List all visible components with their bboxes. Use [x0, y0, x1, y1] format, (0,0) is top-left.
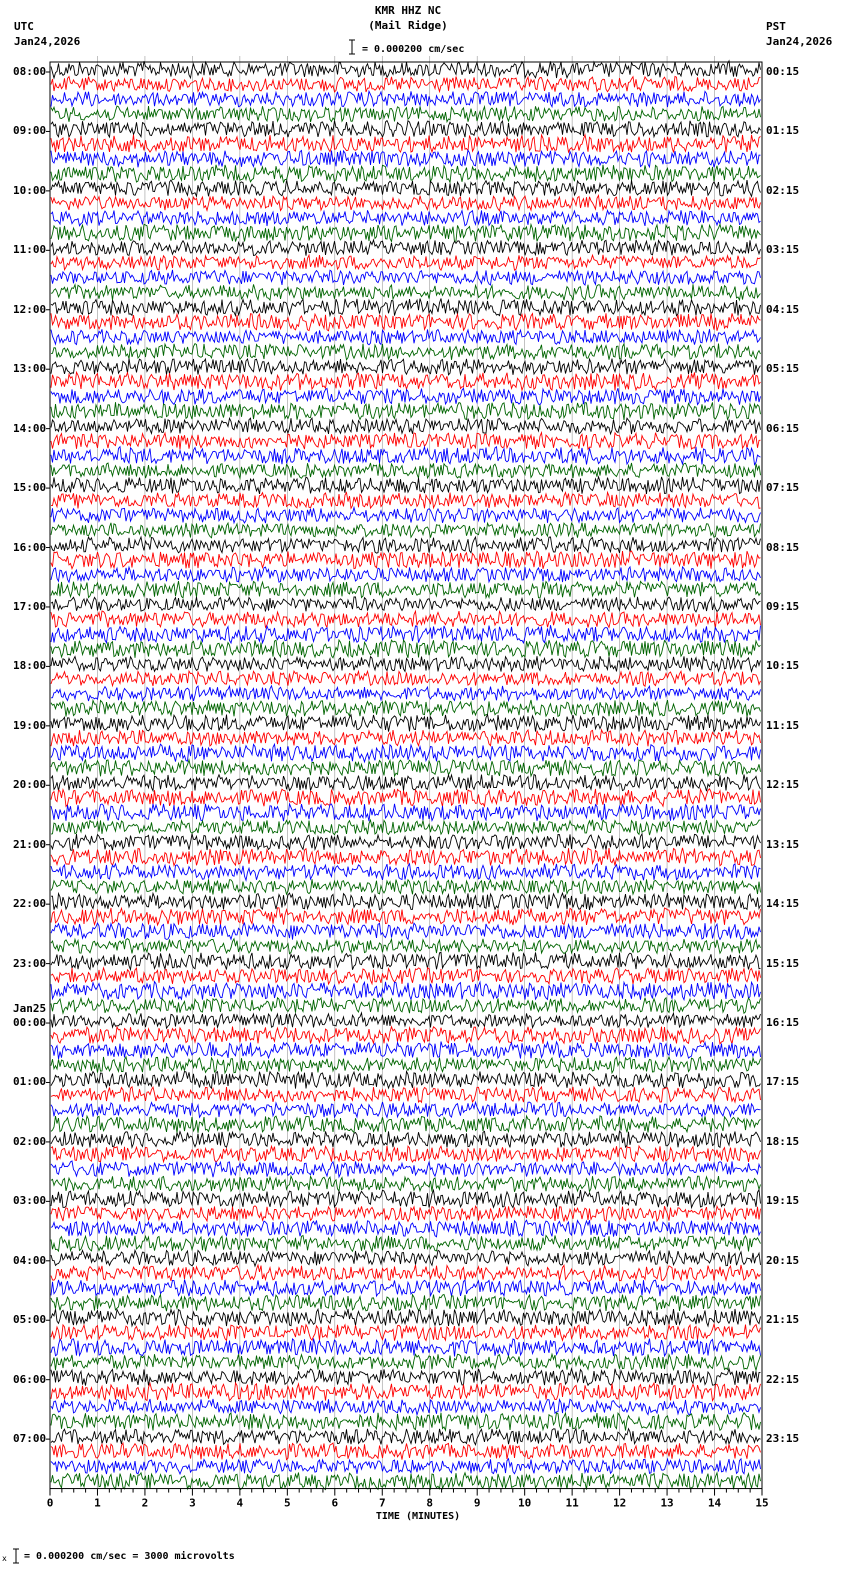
trace-line	[51, 1473, 761, 1490]
trace-line	[51, 1190, 761, 1208]
x-tick-label: 15	[755, 1496, 769, 1510]
trace-line	[51, 952, 761, 969]
utc-hour-label: 14:00	[13, 421, 47, 435]
trace-line	[51, 939, 761, 954]
trace-line	[51, 106, 761, 122]
trace-line	[51, 313, 761, 331]
trace-line	[51, 477, 761, 494]
trace-line	[51, 196, 761, 211]
pst-hour-label: 13:15	[766, 837, 800, 851]
trace-line	[51, 1280, 761, 1297]
trace-line	[51, 91, 761, 107]
utc-hour-label: 19:00	[13, 718, 47, 732]
trace-line	[51, 284, 761, 300]
trace-line	[51, 388, 761, 405]
trace-line	[51, 671, 761, 686]
trace-line	[51, 715, 761, 732]
pst-hour-label: 21:15	[766, 1313, 800, 1327]
trace-line	[51, 656, 761, 671]
trace-line	[51, 1339, 761, 1357]
trace-line	[51, 1102, 761, 1117]
utc-hour-label: 13:00	[13, 362, 47, 376]
utc-hour-label: 09:00	[13, 124, 47, 138]
left-timezone: UTC	[14, 20, 34, 33]
trace-line	[51, 1383, 761, 1401]
x-tick-label: 8	[426, 1496, 434, 1510]
x-tick-label: 9	[473, 1496, 481, 1510]
trace-line	[51, 418, 761, 434]
x-tick-label: 7	[378, 1496, 386, 1510]
x-tick-label: 6	[331, 1496, 339, 1510]
pst-hour-label: 22:15	[766, 1372, 800, 1386]
trace-line	[51, 270, 761, 285]
trace-line	[51, 150, 761, 167]
utc-hour-label: 21:00	[13, 837, 47, 851]
trace-line	[51, 820, 761, 835]
trace-line	[51, 1071, 761, 1088]
trace-line	[51, 730, 761, 746]
trace-line	[51, 463, 761, 478]
pst-hour-label: 17:15	[766, 1075, 800, 1089]
utc-hour-label: 02:00	[13, 1134, 47, 1148]
x-tick-label: 2	[141, 1496, 149, 1510]
x-tick-label: 11	[565, 1496, 579, 1510]
x-tick-label: 1	[94, 1496, 101, 1510]
pst-hour-label: 16:15	[766, 1016, 800, 1030]
right-timezone: PST	[766, 20, 786, 33]
trace-line	[51, 1146, 761, 1162]
utc-hour-label: 18:00	[13, 659, 47, 673]
trace-line	[51, 908, 761, 925]
trace-line	[51, 982, 761, 1000]
x-tick-label: 10	[518, 1496, 532, 1510]
trace-line	[51, 759, 761, 776]
trace-line	[51, 329, 761, 345]
pst-hour-label: 07:15	[766, 481, 800, 495]
trace-line	[51, 551, 761, 569]
trace-line	[51, 508, 761, 524]
trace-line	[51, 1131, 761, 1147]
pst-hour-label: 10:15	[766, 659, 800, 673]
trace-line	[51, 1459, 761, 1474]
trace-line	[51, 1042, 761, 1060]
utc-hour-label: 15:00	[13, 481, 47, 495]
trace-line	[51, 700, 761, 717]
trace-line	[51, 789, 761, 807]
trace-line	[51, 165, 761, 183]
pst-hour-label: 11:15	[766, 718, 800, 732]
right-date: Jan24,2026	[766, 35, 833, 48]
trace-line	[51, 344, 761, 360]
trace-line	[51, 447, 761, 465]
x-tick-label: 0	[46, 1496, 54, 1510]
x-tick-label: 12	[612, 1496, 627, 1510]
utc-hour-label: 08:00	[13, 65, 47, 78]
utc-hour-label: 23:00	[13, 956, 47, 970]
utc-hour-label: 11:00	[13, 243, 47, 257]
trace-line	[51, 1013, 761, 1028]
x-tick-label: 14	[707, 1496, 722, 1510]
trace-line	[51, 744, 761, 762]
trace-line	[51, 1399, 761, 1415]
trace-line	[51, 1116, 761, 1133]
trace-line	[51, 567, 761, 582]
date-change-label: Jan25	[13, 1002, 47, 1016]
trace-line	[51, 1087, 761, 1103]
trace-line	[51, 1324, 761, 1340]
trace-line	[51, 1236, 761, 1252]
trace-line	[51, 1354, 761, 1370]
pst-hour-label: 14:15	[766, 897, 800, 911]
trace-line	[51, 804, 761, 821]
utc-hour-label: 01:00	[13, 1075, 47, 1089]
trace-line	[51, 492, 761, 508]
footer-scale-icon	[2, 1548, 26, 1564]
trace-line	[51, 1443, 761, 1460]
x-tick-label: 3	[189, 1496, 196, 1510]
trace-line	[51, 180, 761, 196]
trace-line	[51, 1057, 761, 1073]
trace-line	[51, 879, 761, 894]
trace-line	[51, 1295, 761, 1312]
utc-hour-label: 20:00	[13, 778, 47, 792]
trace-line	[51, 1220, 761, 1237]
trace-line	[51, 968, 761, 984]
trace-line	[51, 240, 761, 256]
utc-hour-label: 00:00	[13, 1016, 47, 1030]
trace-line	[51, 299, 761, 316]
station-location: (Mail Ridge)	[368, 19, 448, 32]
trace-line	[51, 121, 761, 138]
trace-line	[51, 372, 761, 390]
pst-hour-label: 03:15	[766, 243, 800, 257]
trace-line	[51, 864, 761, 881]
utc-hour-label: 16:00	[13, 540, 47, 554]
trace-line	[51, 686, 761, 701]
trace-line	[51, 1250, 761, 1266]
trace-line	[51, 998, 761, 1014]
utc-hour-label: 04:00	[13, 1253, 47, 1267]
trace-line	[51, 359, 761, 375]
trace-line	[51, 1429, 761, 1445]
trace-line	[51, 76, 761, 92]
pst-hour-label: 09:15	[766, 599, 800, 613]
trace-line	[51, 1176, 761, 1192]
trace-line	[51, 1027, 761, 1044]
trace-line	[51, 848, 761, 866]
scale-label: = 0.000200 cm/sec	[362, 44, 465, 55]
utc-hour-label: 05:00	[13, 1313, 47, 1327]
trace-line	[51, 640, 761, 658]
pst-hour-label: 23:15	[766, 1432, 800, 1446]
pst-hour-label: 02:15	[766, 183, 800, 197]
utc-hour-label: 22:00	[13, 897, 47, 911]
pst-hour-label: 20:15	[766, 1253, 800, 1267]
pst-hour-label: 01:15	[766, 124, 800, 138]
utc-hour-label: 12:00	[13, 302, 47, 316]
pst-hour-label: 08:15	[766, 540, 800, 554]
trace-line	[51, 775, 761, 792]
x-tick-label: 5	[284, 1496, 291, 1510]
utc-hour-label: 10:00	[13, 183, 47, 197]
pst-hour-label: 00:15	[766, 65, 800, 78]
trace-line	[51, 210, 761, 226]
x-tick-label: 4	[236, 1496, 244, 1510]
trace-line	[51, 1206, 761, 1222]
trace-line	[51, 224, 761, 242]
footer-scale-note: = 0.000200 cm/sec = 3000 microvolts	[24, 1551, 235, 1562]
pst-hour-label: 18:15	[766, 1134, 800, 1148]
trace-line	[51, 255, 761, 270]
pst-hour-label: 15:15	[766, 956, 800, 970]
x-tick-label: 13	[660, 1496, 674, 1510]
left-date: Jan24,2026	[14, 35, 81, 48]
x-axis-title: TIME (MINUTES)	[375, 1511, 461, 1522]
pst-hour-label: 19:15	[766, 1194, 800, 1208]
trace-line	[51, 1413, 761, 1431]
trace-line	[51, 1309, 761, 1326]
trace-line	[51, 611, 761, 628]
trace-line	[51, 625, 761, 643]
trace-line	[51, 1161, 761, 1177]
pst-hour-label: 12:15	[766, 778, 800, 792]
utc-hour-label: 06:00	[13, 1372, 47, 1386]
trace-line	[51, 1265, 761, 1281]
utc-hour-label: 17:00	[13, 599, 47, 613]
pst-hour-label: 06:15	[766, 421, 800, 435]
trace-line	[51, 61, 761, 78]
trace-line	[51, 433, 761, 450]
trace-line	[51, 597, 761, 612]
trace-line	[51, 581, 761, 598]
utc-hour-label: 07:00	[13, 1432, 47, 1446]
trace-line	[51, 402, 761, 420]
station-title: KMR HHZ NC	[374, 4, 442, 17]
utc-hour-label: 03:00	[13, 1194, 47, 1208]
trace-line	[51, 893, 761, 910]
trace-line	[51, 537, 761, 553]
svg-text:x: x	[2, 1554, 7, 1563]
trace-line	[51, 523, 761, 538]
pst-hour-label: 04:15	[766, 302, 800, 316]
pst-hour-label: 05:15	[766, 362, 800, 376]
trace-line	[51, 834, 761, 850]
